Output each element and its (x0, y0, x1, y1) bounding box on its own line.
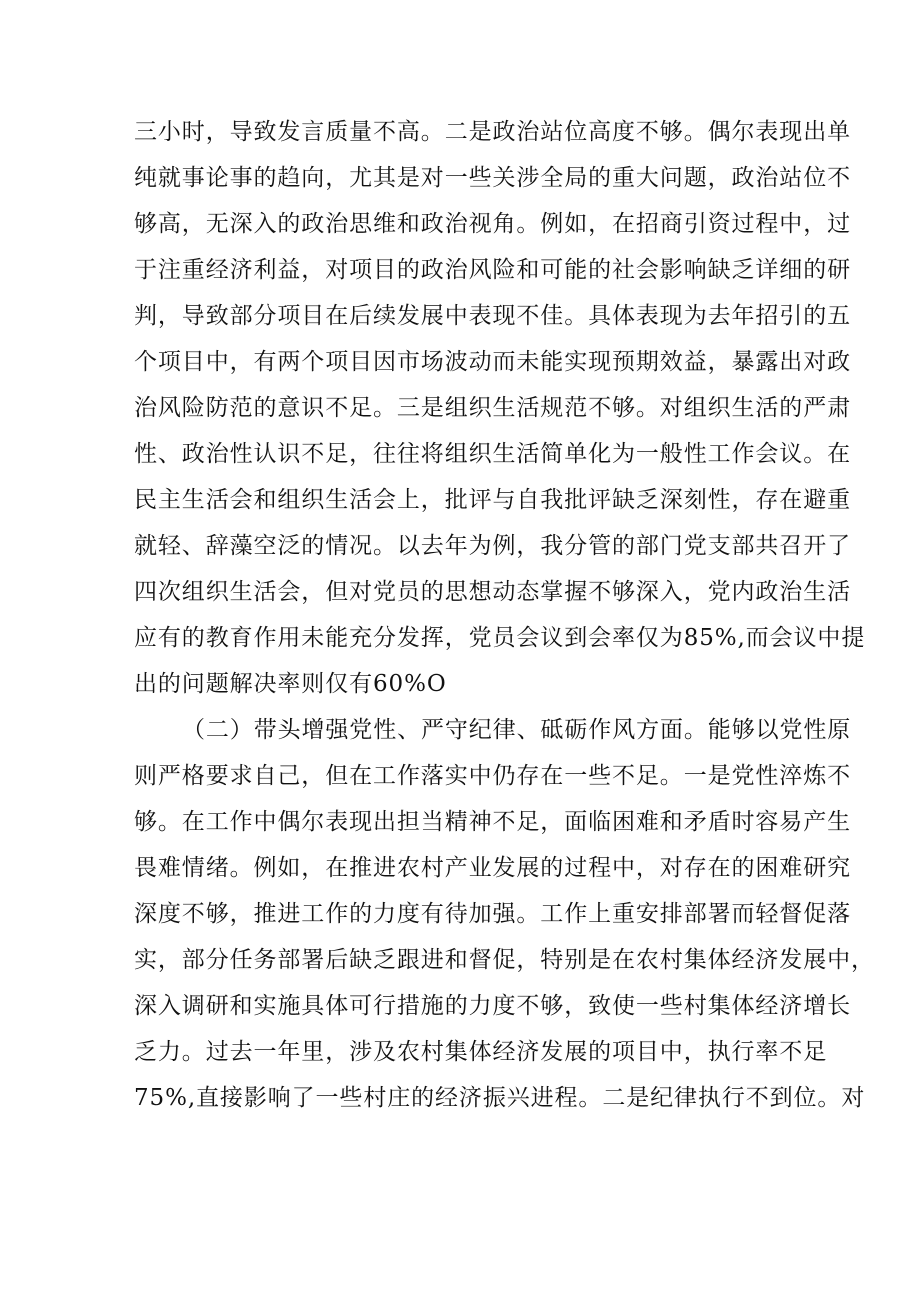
text-line: 乏力。过去一年里，涉及农村集体经济发展的项目中，执行率不足 (134, 1039, 828, 1065)
text-line: 三小时，导致发言质量不高。二是政治站位高度不够。偶尔表现出单 (134, 119, 851, 145)
text-line: 则严格要求自己，但在工作落实中仍存在一些不足。一是党性淬炼不 (134, 763, 851, 789)
text-line: 够。在工作中偶尔表现出担当精神不足，面临困难和矛盾时容易产生 (134, 809, 851, 835)
text-line: 出的问题解决率则仅有60%O (134, 671, 447, 697)
text-line: 深度不够，推进工作的力度有待加强。工作上重安排部署而轻督促落 (134, 901, 851, 927)
text-line: 个项目中，有两个项目因市场波动而未能实现预期效益，暴露出对政 (134, 349, 851, 375)
text-line: 治风险防范的意识不足。三是组织生活规范不够。对组织生活的严肃 (134, 395, 851, 421)
text-line: 就轻、辞藻空泛的情况。以去年为例，我分管的部门党支部共召开了 (134, 533, 851, 559)
text-line: 够高，无深入的政治思维和政治视角。例如，在招商引资过程中，过 (134, 211, 851, 237)
text-line: 实，部分任务部署后缺乏跟进和督促，特别是在农村集体经济发展中， (134, 947, 875, 973)
text-line: 民主生活会和组织生活会上，批评与自我批评缺乏深刻性，存在避重 (134, 487, 851, 513)
text-line: 75%,直接影响了一些村庄的经济振兴进程。二是纪律执行不到位。对 (134, 1085, 866, 1111)
text-line: 性、政治性认识不足，往往将组织生活简单化为一般性工作会议。在 (134, 441, 851, 467)
text-line: 于注重经济利益，对项目的政治风险和可能的社会影响缺乏详细的研 (134, 257, 851, 283)
text-line: 判，导致部分项目在后续发展中表现不佳。具体表现为去年招引的五 (134, 303, 851, 329)
text-line: 深入调研和实施具体可行措施的力度不够，致使一些村集体经济增长 (134, 993, 851, 1019)
section-heading-line: （二）带头增强党性、严守纪律、砥砺作风方面。能够以党性原 (182, 717, 852, 743)
text-line: 畏难情绪。例如，在推进农村产业发展的过程中，对存在的困难研究 (134, 855, 851, 881)
text-line: 纯就事论事的趋向，尤其是对一些关涉全局的重大问题，政治站位不 (134, 165, 851, 191)
text-line: 四次组织生活会，但对党员的思想动态掌握不够深入，党内政治生活 (134, 579, 851, 605)
text-line: 应有的教育作用未能充分发挥，党员会议到会率仅为85%,而会议中提 (134, 625, 866, 651)
